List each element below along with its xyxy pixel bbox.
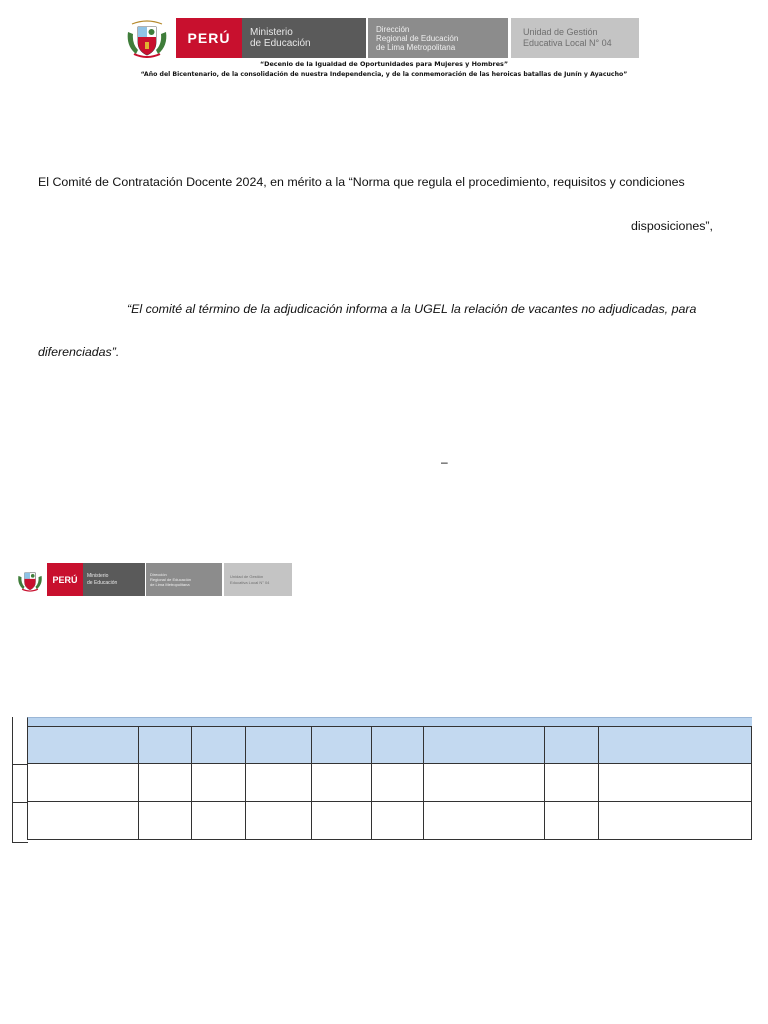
table-cell [28, 764, 139, 802]
paragraph-1-line-2: disposiciones”, [631, 219, 713, 233]
table-cell [139, 802, 192, 840]
table-cell [545, 802, 599, 840]
peru-coat-of-arms-small-icon [16, 563, 44, 596]
direccion-block [368, 18, 508, 58]
peru-label-small: PERÚ [52, 574, 78, 585]
slogan-bicentenario: “Año del Bicentenario, de la consolidación de nuestra Independencia, y de la conmemoración de las heroicas batallas de Junín y Ayacucho” [140, 71, 628, 78]
header-cell [372, 727, 424, 764]
peru-coat-of-arms-icon [124, 18, 170, 58]
table-cell [28, 802, 139, 840]
direccion-small-line-1: Dirección [150, 572, 167, 577]
table-header-row [28, 727, 752, 764]
header-cell [312, 727, 372, 764]
slogan-decenio: “Decenio de la Igualdad de Oportunidades para Mujeres y Hombres” [259, 60, 509, 68]
direccion-small-line-3: de Lima Metropolitana [150, 582, 190, 587]
table-cell [372, 802, 424, 840]
table-cell [139, 764, 192, 802]
vacancies-table [12, 717, 751, 843]
paragraph-1-line-1: El Comité de Contratación Docente 2024, en mérito a la “Norma que regula el procedimiento, requisitos y condiciones [38, 175, 685, 189]
direccion-line-2: Regional de Educación [376, 33, 459, 43]
header-cell [424, 727, 545, 764]
table-cell [545, 764, 599, 802]
direccion-line-3: de Lima Metropolitana [376, 42, 456, 52]
direccion-line-1: Dirección [376, 24, 410, 34]
ugel-small-line-2: Educativa Local N° 04 [230, 579, 270, 585]
peru-label: PERÚ [187, 30, 231, 46]
table-cell [424, 802, 545, 840]
table-row [28, 802, 752, 840]
table-cell [246, 764, 312, 802]
ministerio-small-line-2: de Educación [87, 579, 118, 586]
table-cell [424, 764, 545, 802]
dash-mark: – [441, 455, 448, 469]
table-cell [192, 764, 246, 802]
ministerio-block-small [83, 563, 145, 596]
table-cell [372, 764, 424, 802]
header-cell [192, 727, 246, 764]
peru-block [176, 18, 242, 58]
ministerio-small-line-1: Ministerio [87, 572, 109, 579]
ugel-block [511, 18, 639, 58]
vacancies-grid [27, 726, 752, 840]
header-cell [545, 727, 599, 764]
header-banner-small [16, 563, 292, 596]
header-cell [246, 727, 312, 764]
quote-line-2: diferenciadas”. [38, 345, 120, 359]
table-left-separator [13, 802, 28, 803]
table-row [28, 764, 752, 802]
ugel-block-small [224, 563, 292, 596]
direccion-block-small [146, 563, 222, 596]
header-cell [139, 727, 192, 764]
ministerio-line-2: de Educación [250, 38, 311, 49]
ministerio-block [242, 18, 366, 58]
header-cell [599, 727, 752, 764]
quote-line-1: “El comité al término de la adjudicación informa a la UGEL la relación de vacantes no adjudicadas, para [127, 302, 697, 316]
table-cell [312, 764, 372, 802]
header-cell [28, 727, 139, 764]
table-cell [599, 764, 752, 802]
ugel-line-2: Educativa Local N° 04 [523, 38, 612, 48]
direccion-small-line-2: Regional de Educación [150, 577, 192, 582]
ministerio-line-1: Ministerio [250, 27, 293, 38]
ugel-small-line-1: Unidad de Gestión [230, 573, 264, 579]
table-cell [312, 802, 372, 840]
table-left-margin [12, 717, 28, 843]
table-cell [192, 802, 246, 840]
ugel-line-1: Unidad de Gestión [523, 27, 598, 37]
table-cell [246, 802, 312, 840]
peru-block-small [47, 563, 83, 596]
table-cell [599, 802, 752, 840]
header-banner [124, 18, 639, 58]
table-left-separator [13, 764, 28, 765]
